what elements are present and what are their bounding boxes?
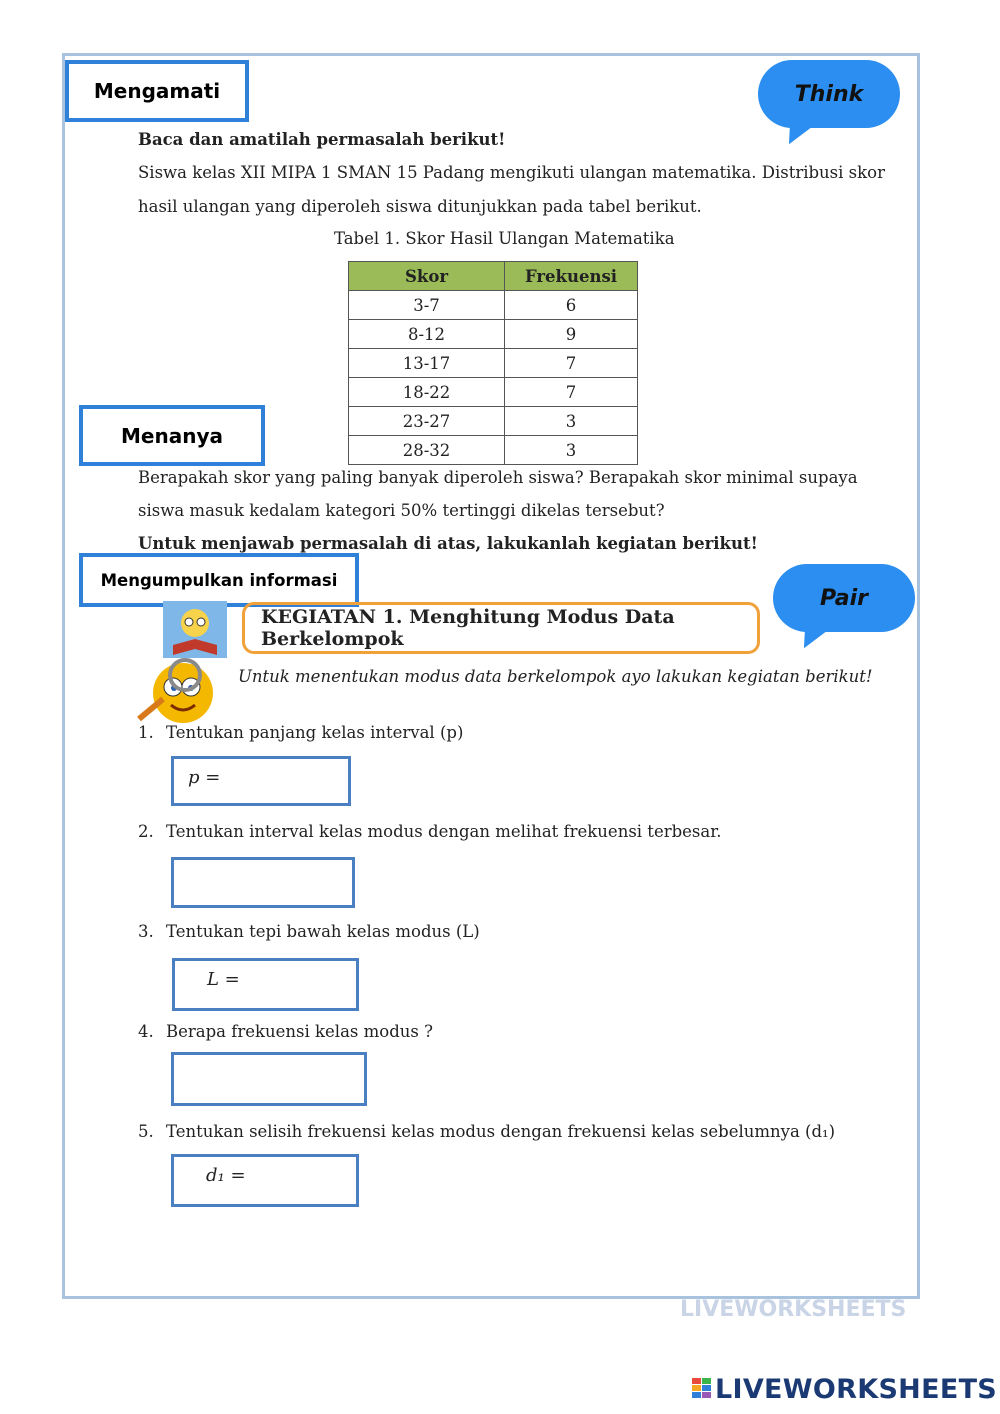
- answer-prefix-d1: d₁ =: [206, 1165, 246, 1186]
- kegiatan-subtitle: Untuk menentukan modus data berkelompok ayo lakukan kegiatan berikut!: [238, 667, 873, 686]
- table-header-skor: Skor: [349, 262, 505, 291]
- liveworksheets-logo-icon: [692, 1378, 712, 1400]
- table-cell-skor: 28-32: [349, 436, 505, 465]
- step-2-number: 2.: [138, 822, 154, 841]
- label-mengumpulkan: [79, 553, 359, 607]
- answer-field-d1[interactable]: [171, 1154, 359, 1207]
- magnifier-smiley-icon: [133, 657, 219, 725]
- table-header-row: [349, 262, 638, 291]
- step-1-text: Tentukan panjang kelas interval (p): [166, 723, 464, 742]
- table-row: [349, 291, 638, 320]
- table-cell-frekuensi: 3: [505, 407, 638, 436]
- answer-prefix-p: p =: [188, 767, 221, 788]
- step-4-number: 4.: [138, 1022, 154, 1041]
- faint-watermark: LIVEWORKSHEETS: [680, 1297, 907, 1322]
- table-cell-frekuensi: 7: [505, 378, 638, 407]
- pair-bubble: [773, 564, 915, 632]
- step-3-text: Tentukan tepi bawah kelas modus (L): [166, 922, 480, 941]
- table-header-frekuensi: Frekuensi: [505, 262, 638, 291]
- table-row: [349, 407, 638, 436]
- step-5-number: 5.: [138, 1122, 154, 1141]
- answer-field-L[interactable]: [172, 958, 359, 1011]
- step-2-text: Tentukan interval kelas modus dengan melihat frekuensi terbesar.: [166, 822, 722, 841]
- table-cell-skor: 3-7: [349, 291, 505, 320]
- think-bubble: [758, 60, 900, 128]
- liveworksheets-brand: [715, 1374, 997, 1405]
- step-4-text: Berapa frekuensi kelas modus ?: [166, 1022, 433, 1041]
- question-line-1: Berapakah skor yang paling banyak diperoleh siswa? Berapakah skor minimal supaya: [138, 468, 858, 487]
- label-mengumpulkan-text: Mengumpulkan informasi: [100, 570, 338, 590]
- intro-heading: Baca dan amatilah permasalah berikut!: [138, 130, 506, 149]
- step-5-text: Tentukan selisih frekuensi kelas modus dengan frekuensi kelas sebelumnya (d₁): [166, 1122, 836, 1141]
- intro-line-2: hasil ulangan yang diperoleh siswa ditunjukkan pada tabel berikut.: [138, 197, 702, 216]
- label-menanya: [79, 405, 265, 466]
- kegiatan-title-box: [242, 602, 760, 654]
- reading-student-icon: [163, 601, 227, 658]
- table-cell-skor: 13-17: [349, 349, 505, 378]
- table-cell-frekuensi: 7: [505, 349, 638, 378]
- question-instruction: Untuk menjawab permasalah di atas, lakukanlah kegiatan berikut!: [138, 534, 758, 553]
- think-bubble-text: Think: [794, 81, 864, 107]
- table-cell-skor: 18-22: [349, 378, 505, 407]
- table-row: [349, 320, 638, 349]
- table-caption: Tabel 1. Skor Hasil Ulangan Matematika: [334, 229, 675, 248]
- table-cell-skor: 23-27: [349, 407, 505, 436]
- liveworksheets-brand-text: LIVEWORKSHEETS: [715, 1374, 998, 1405]
- intro-line-1: Siswa kelas XII MIPA 1 SMAN 15 Padang mengikuti ulangan matematika. Distribusi skor: [138, 163, 885, 182]
- answer-field-frekuensi[interactable]: [171, 1052, 367, 1106]
- label-menanya-text: Menanya: [121, 423, 223, 448]
- answer-prefix-L: L =: [207, 969, 240, 990]
- table-cell-frekuensi: 3: [505, 436, 638, 465]
- question-line-2: siswa masuk kedalam kategori 50% tertinggi dikelas tersebut?: [138, 501, 665, 520]
- table-row: [349, 436, 638, 465]
- label-mengamati: [65, 60, 249, 122]
- label-mengamati-text: Mengamati: [93, 79, 221, 103]
- step-1-number: 1.: [138, 723, 154, 742]
- answer-field-interval[interactable]: [171, 857, 355, 908]
- step-3-number: 3.: [138, 922, 154, 941]
- table-row: [349, 378, 638, 407]
- table-cell-skor: 8-12: [349, 320, 505, 349]
- pair-bubble-text: Pair: [820, 585, 868, 611]
- table-cell-frekuensi: 6: [505, 291, 638, 320]
- answer-field-p[interactable]: [171, 756, 351, 806]
- table-row: [349, 349, 638, 378]
- kegiatan-title: KEGIATAN 1. Menghitung Modus Data Berkelompok: [261, 606, 675, 650]
- score-table: [348, 261, 638, 465]
- table-cell-frekuensi: 9: [505, 320, 638, 349]
